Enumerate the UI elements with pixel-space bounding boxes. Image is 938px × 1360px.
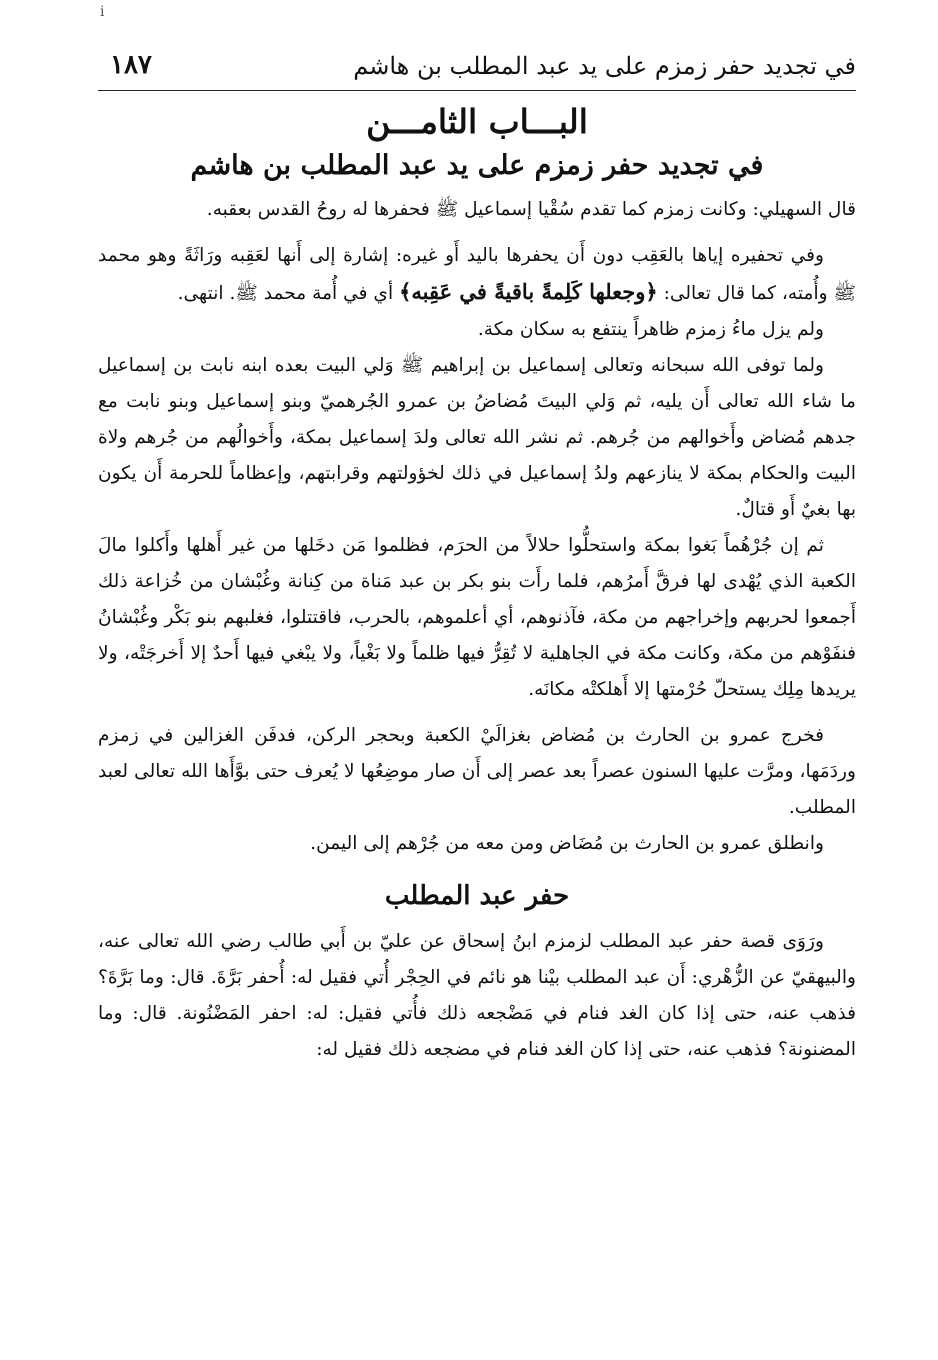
page-number: ١٨٧ — [110, 50, 152, 80]
paragraph-text: وفي تحفيره إياها بالعَقِب دون أَن يحفرها باليد أَو غيره: إشارة إلى أَنها لعَقِبه ورَاثَةً وهو محمد ﷺ وأُمته، كما قال تعالى: — [98, 245, 856, 304]
paragraph-jurhum: ثم إن جُرْهُماً بَغوا بمكة واستحلُّوا حلالاً من الحرَم، فظلموا مَن دخَلها من غير أَهلها وأَكلوا مالَ الكعبة الذي يُهْدى لها فرقَّ أَمرُهم، فلما رأَت بنو بكر بن عبد مَناة من كِنانة وغُبْشان من خُزاعة ذلك أَجمعوا لحربهم وإخراجهم من مكة، فآذنوهم، أي أعلموهم، بالحرب، فاقتتلوا، فغلبهم بنو بَكْر وغُبْشانُ فنفَوْهم من مكة، وكانت مكة في الجاهلية لا تُقِرُّ فيها ظلماً ولا بَغْياً، ولا يبْغي فيها أَحدٌ إلا أَخرجَتْه، ولا يريدها مِلِك يستحلّ حُرْمتها إلا أَهلكتْه مكانَه. — [98, 535, 856, 700]
page-content — [98, 100, 856, 1068]
paragraph-suhayli: قال السهيلي: وكانت زمزم كما تقدم سُقْيا إسماعيل ﷺ فحفرها له روحُ القدس بعقبه. — [206, 199, 856, 220]
margin-mark: i — [100, 4, 105, 20]
quran-verse: ﴿وجعلها كَلِمةً باقيةً في عَقِبه﴾ — [399, 279, 658, 304]
paragraph-ismail-death: ولما توفى الله سبحانه وتعالى إسماعيل بن إبراهيم ﷺ وَلي البيت بعده ابنه نابت بن إسماعيل ما شاء الله تعالى أَن يليه، ثم وَلي البيتَ مُضاضُ بن عمرو الجُرهميّ وبنو إسماعيل وبنو نابت مع جدهم مُضاض وأَخوالهم من جُرهم. ثم نشر الله تعالى ولدَ إسماعيل بمكة، وأَخوالُهم من جُرهم ولاة البيت والحكام بمكة لا ينازعهم ولدُ إسماعيل في ذلك لخؤولتهم وقرابتهم، وإعظاماً للحرمة أَن يكون بها بغيٌ أَو قتالٌ. — [98, 355, 856, 520]
paragraph-amr-bin-harith: فخرج عمرو بن الحارث بن مُضاض بغزالَيْ الكعبة وبحجر الركن، فدفَن الغزالين في زمزم وردَمَها، ومرَّت عليها السنون عصراً بعد عصر إلى أَن صار موضِعُها لا يُعرف حتى بوَّأَها الله تعالى لعبد المطلب. — [98, 725, 856, 818]
section-title: حفر عبد المطلب — [384, 881, 570, 911]
running-header — [98, 46, 856, 91]
paragraph-yemen: وانطلق عمرو بن الحارث بن مُضَاض ومن معه من جُرْهم إلى اليمن. — [310, 833, 824, 854]
paragraph-text: أي في أُمة محمد ﷺ. انتهى. — [177, 283, 400, 304]
chapter-title: البـــاب الثامـــن — [366, 102, 588, 141]
running-title: في تجديد حفر زمزم على يد عبد المطلب بن هاشم — [353, 52, 856, 80]
chapter-subtitle: في تجديد حفر زمزم على يد عبد المطلب بن هاشم — [190, 150, 764, 181]
paragraph-zamzam-water: ولم يزل ماءُ زمزم ظاهراً ينتفع به سكان مكة. — [477, 319, 824, 340]
paragraph-abd-al-muttalib-story: ورَوَى قصة حفر عبد المطلب لزمزم ابنُ إسحاق عن عليّ بن أَبي طالب رضي الله تعالى عنه، والبيهقيّ عن الزُّهْري: أَن عبد المطلب بيْنا هو نائم في الحِجْر أُتي فقيل له: أُحفر بَرَّةَ. قال: وما بَرَّةَ؟ فذهب عنه، حتى إذا كان الغد فنام في مَضْجعه ذلك فأُتي فقيل: له: احفر المَضْنُونة. قال: وما المضنونة؟ فذهب عنه، حتى إذا كان الغد فنام في مضجعه ذلك فقيل له: — [98, 931, 856, 1060]
paragraph-heel-digging — [98, 238, 856, 312]
